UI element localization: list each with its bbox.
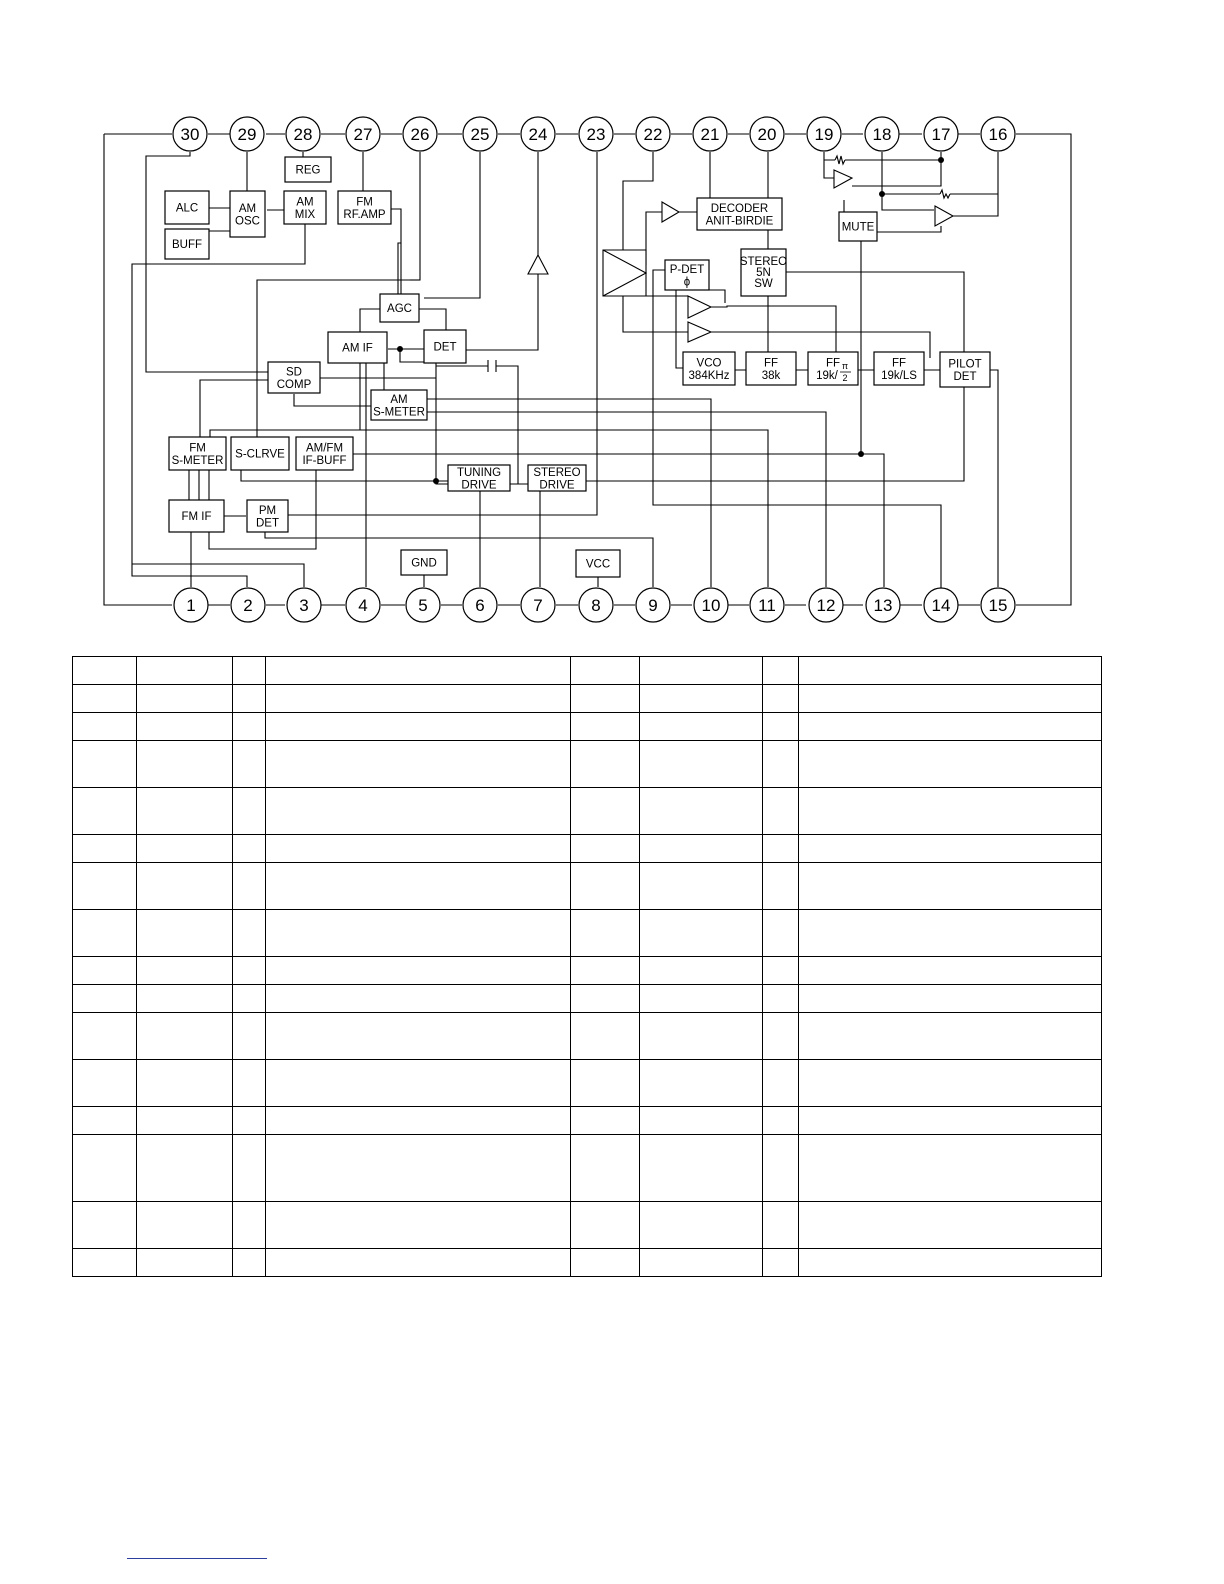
block-label: AM (390, 393, 408, 406)
block-sd-comp (268, 362, 320, 393)
block-label: PILOT (948, 358, 982, 371)
pin-25 (463, 117, 497, 151)
block-reg (285, 157, 331, 182)
svg-text:19: 19 (814, 125, 834, 144)
table-cell (763, 910, 799, 957)
table-cell (266, 910, 571, 957)
block-mute (839, 212, 877, 241)
table-cell (266, 863, 571, 910)
pin-16 (981, 117, 1015, 151)
svg-text:29: 29 (237, 125, 257, 144)
table-cell (799, 657, 1102, 685)
table-cell (233, 910, 266, 957)
table-cell (73, 835, 137, 863)
table-cell (137, 835, 233, 863)
pin-3 (287, 588, 321, 622)
table-cell (73, 713, 137, 741)
table-row (73, 788, 1102, 835)
table-cell (137, 741, 233, 788)
table-row (73, 1249, 1102, 1277)
table-cell (763, 835, 799, 863)
pin-14 (924, 588, 958, 622)
table-cell (640, 1107, 763, 1135)
table-cell (799, 685, 1102, 713)
block-pm-det (247, 500, 288, 532)
table-cell (73, 1202, 137, 1249)
table-cell (233, 835, 266, 863)
table-cell (233, 957, 266, 985)
table-cell (266, 1202, 571, 1249)
block-label: ANIT-BIRDIE (705, 215, 774, 228)
block-label: 19k/ (816, 369, 838, 382)
pin-30 (173, 117, 207, 151)
block-label: COMP (276, 378, 312, 391)
table-cell (266, 685, 571, 713)
table-row (73, 741, 1102, 788)
svg-text:25: 25 (470, 125, 490, 144)
table-cell (763, 657, 799, 685)
table-cell (73, 1060, 137, 1107)
table-cell (266, 1060, 571, 1107)
svg-text:23: 23 (586, 125, 606, 144)
block-label: S-METER (373, 406, 425, 419)
table-cell (233, 657, 266, 685)
pin-18 (865, 117, 899, 151)
pin-17 (924, 117, 958, 151)
pin-6 (463, 588, 497, 622)
table-cell (266, 957, 571, 985)
block-vco (683, 352, 735, 385)
table-cell (799, 1013, 1102, 1060)
table-cell (233, 713, 266, 741)
table-row (73, 657, 1102, 685)
block-gnd (401, 550, 447, 575)
block-label: ALC (175, 202, 199, 215)
svg-text:16: 16 (988, 125, 1008, 144)
block-label: BUFF (171, 239, 203, 252)
pin-5 (406, 588, 440, 622)
svg-text:2: 2 (243, 596, 253, 615)
svg-text:3: 3 (299, 596, 309, 615)
table-cell (73, 985, 137, 1013)
block-label: DET (433, 341, 457, 354)
table-cell (233, 788, 266, 835)
block-fm-s-meter (169, 437, 226, 470)
block-label: DET (256, 517, 279, 530)
table-cell (233, 1135, 266, 1202)
table-row (73, 1107, 1102, 1135)
block-label: DRIVE (461, 479, 497, 492)
table-cell (640, 863, 763, 910)
table-cell (799, 1202, 1102, 1249)
table-cell (799, 788, 1102, 835)
block-label: SW (754, 278, 773, 291)
pi-numerator: π (841, 361, 849, 371)
table-cell (799, 1060, 1102, 1107)
table-cell (640, 910, 763, 957)
table-cell (571, 1249, 640, 1277)
table-cell (571, 685, 640, 713)
table-cell (640, 1249, 763, 1277)
pin-20 (750, 117, 784, 151)
block-ff-38k (746, 352, 796, 385)
table-cell (137, 1107, 233, 1135)
block-diagram (0, 0, 1224, 650)
table-cell (73, 1107, 137, 1135)
table-cell (137, 863, 233, 910)
svg-text:18: 18 (872, 125, 892, 144)
table-cell (137, 910, 233, 957)
table-cell (233, 741, 266, 788)
block-label: DECODER (710, 202, 769, 215)
block-label: STEREO (739, 256, 788, 269)
table-cell (763, 1249, 799, 1277)
table-cell (640, 1060, 763, 1107)
block-label: AM (238, 202, 257, 215)
table-row (73, 1060, 1102, 1107)
block-p-det (665, 260, 709, 290)
table-cell (571, 863, 640, 910)
table-cell (73, 657, 137, 685)
table-row (73, 863, 1102, 910)
table-row (73, 1013, 1102, 1060)
block-alc (165, 191, 209, 224)
block-label: OSC (235, 215, 260, 228)
table-cell (763, 863, 799, 910)
block-label: AGC (387, 303, 412, 316)
svg-text:12: 12 (816, 596, 836, 615)
table-cell (763, 985, 799, 1013)
table-cell (73, 1135, 137, 1202)
block-label: 19k/LS (881, 369, 917, 382)
svg-text:17: 17 (931, 125, 951, 144)
table-row (73, 957, 1102, 985)
svg-text:4: 4 (358, 596, 368, 615)
pin-22 (636, 117, 670, 151)
table-cell (233, 1249, 266, 1277)
pin-26 (403, 117, 437, 151)
pin-15 (981, 588, 1015, 622)
table-cell (137, 1013, 233, 1060)
table-cell (799, 910, 1102, 957)
svg-text:10: 10 (701, 596, 721, 615)
block-am-osc (230, 191, 265, 237)
table-cell (571, 713, 640, 741)
pin-28 (286, 117, 320, 151)
table-cell (73, 1013, 137, 1060)
table-cell (571, 1202, 640, 1249)
svg-text:27: 27 (353, 125, 373, 144)
block-tuning-drive (448, 465, 510, 491)
table-cell (266, 1135, 571, 1202)
table-cell (571, 957, 640, 985)
table-cell (73, 910, 137, 957)
block-ff-19k-ls (874, 352, 924, 385)
block-label: IF-BUFF (302, 454, 347, 467)
table-cell (640, 1135, 763, 1202)
pin-2 (231, 588, 265, 622)
table-cell (73, 741, 137, 788)
table-cell (73, 957, 137, 985)
table-cell (266, 985, 571, 1013)
table-cell (233, 685, 266, 713)
block-label: PM (258, 504, 277, 517)
block-am-if (328, 332, 387, 363)
block-label: DRIVE (539, 479, 575, 492)
block-label: 5N (756, 267, 771, 280)
table-cell (266, 788, 571, 835)
svg-text:21: 21 (700, 125, 720, 144)
block-label: VCC (585, 558, 611, 571)
block-stereo-drive (528, 465, 586, 491)
table-cell (799, 957, 1102, 985)
table-row (73, 985, 1102, 1013)
block-agc (380, 294, 419, 322)
table-cell (571, 985, 640, 1013)
block-det (424, 330, 466, 363)
block-label: FF (891, 357, 907, 370)
table-cell (137, 685, 233, 713)
block-label: DET (953, 370, 977, 383)
table-cell (571, 741, 640, 788)
block-label: STEREO (533, 466, 581, 479)
block-label: 384KHz (688, 369, 730, 382)
table-cell (799, 741, 1102, 788)
block-label: FF (763, 357, 779, 370)
pin-19 (807, 117, 841, 151)
pin-12 (809, 588, 843, 622)
table-cell (73, 1249, 137, 1277)
table-cell (763, 1202, 799, 1249)
table-cell (266, 1013, 571, 1060)
block-ff-19k-pi2 (808, 352, 858, 385)
pin-27 (346, 117, 380, 151)
table-cell (640, 788, 763, 835)
svg-text:1: 1 (186, 596, 196, 615)
table-cell (571, 1135, 640, 1202)
svg-text:24: 24 (528, 125, 548, 144)
table-cell (763, 957, 799, 985)
block-label: AM (296, 196, 314, 209)
block-decoder (697, 198, 782, 230)
table-cell (799, 1135, 1102, 1202)
pin-4 (346, 588, 380, 622)
table-cell (137, 957, 233, 985)
table-cell (73, 863, 137, 910)
footer-rule (127, 1558, 267, 1559)
block-label: S-CLRVE (235, 448, 285, 461)
block-s-clrve (231, 437, 289, 470)
table-row (73, 910, 1102, 957)
table-cell (137, 985, 233, 1013)
table-cell (137, 1249, 233, 1277)
table-cell (571, 1060, 640, 1107)
table-cell (233, 1013, 266, 1060)
table-cell (571, 1107, 640, 1135)
table-cell (571, 788, 640, 835)
pin-29 (230, 117, 264, 151)
pin-7 (521, 588, 555, 622)
table-cell (571, 1013, 640, 1060)
table-cell (640, 741, 763, 788)
table-cell (640, 685, 763, 713)
block-label: MIX (294, 208, 316, 221)
block-am-s-meter (371, 390, 427, 420)
table-row (73, 1135, 1102, 1202)
svg-text:20: 20 (757, 125, 777, 144)
svg-text:15: 15 (988, 596, 1008, 615)
table-cell (799, 835, 1102, 863)
block-label: MUTE (841, 221, 875, 234)
block-am-fm-if-buff (296, 437, 353, 470)
table-cell (233, 985, 266, 1013)
svg-text:6: 6 (475, 596, 485, 615)
block-label: 38k (761, 369, 781, 382)
block-label: SD (286, 366, 302, 379)
block-stereo-sw (740, 249, 787, 296)
pin-21 (693, 117, 727, 151)
table-cell (799, 1249, 1102, 1277)
table-cell (763, 741, 799, 788)
table-cell (571, 657, 640, 685)
pin-9 (636, 588, 670, 622)
table-cell (640, 985, 763, 1013)
table-cell (233, 863, 266, 910)
table-cell (73, 685, 137, 713)
block-label: P-DET (669, 263, 705, 276)
svg-text:5: 5 (418, 596, 428, 615)
table-row (73, 835, 1102, 863)
block-vcc (576, 550, 620, 577)
table-cell (763, 788, 799, 835)
block-fm-rf-amp (338, 191, 391, 224)
pin-24 (521, 117, 555, 151)
svg-text:7: 7 (533, 596, 543, 615)
block-label: VCO (696, 357, 722, 370)
block-label: AM IF (342, 342, 373, 355)
table-cell (137, 657, 233, 685)
block-label: GND (411, 557, 437, 570)
block-label: AM/FM (305, 442, 344, 455)
block-am-mix (284, 191, 326, 224)
svg-text:26: 26 (410, 125, 430, 144)
table-cell (763, 713, 799, 741)
block-fm-if (169, 500, 224, 532)
svg-text:28: 28 (293, 125, 313, 144)
pin-23 (579, 117, 613, 151)
table-cell (640, 1202, 763, 1249)
block-label: REG (295, 164, 321, 177)
table-cell (640, 1013, 763, 1060)
table-cell (233, 1107, 266, 1135)
svg-text:9: 9 (648, 596, 658, 615)
table-cell (266, 1249, 571, 1277)
table-row (73, 685, 1102, 713)
block-label: TUNING (456, 466, 502, 479)
table-row (73, 1202, 1102, 1249)
block-label: FF (825, 357, 841, 370)
pin-13 (866, 588, 900, 622)
table-cell (571, 910, 640, 957)
table-cell (799, 863, 1102, 910)
table-cell (137, 713, 233, 741)
pin-10 (694, 588, 728, 622)
table-cell (233, 1060, 266, 1107)
svg-text:13: 13 (873, 596, 893, 615)
table-cell (763, 1107, 799, 1135)
table-cell (137, 1060, 233, 1107)
block-label: FM IF (181, 511, 212, 524)
svg-text:30: 30 (180, 125, 200, 144)
table-cell (266, 657, 571, 685)
table-cell (640, 713, 763, 741)
pin-8 (579, 588, 613, 622)
table-cell (799, 1107, 1102, 1135)
table-cell (266, 835, 571, 863)
block-label: FM (356, 196, 373, 209)
table-cell (763, 1060, 799, 1107)
svg-text:14: 14 (931, 596, 951, 615)
svg-text:11: 11 (758, 596, 776, 615)
table-cell (266, 1107, 571, 1135)
block-buff (165, 229, 209, 259)
table-cell (799, 713, 1102, 741)
table-row (73, 713, 1102, 741)
svg-text:8: 8 (591, 596, 601, 615)
table-cell (571, 835, 640, 863)
table-cell (763, 1013, 799, 1060)
pin-1 (174, 588, 208, 622)
table-cell (266, 713, 571, 741)
block-label: ϕ (683, 276, 691, 289)
block-label: S-METER (171, 454, 224, 467)
table-cell (763, 685, 799, 713)
svg-text:22: 22 (643, 125, 663, 144)
table-cell (266, 741, 571, 788)
table-cell (137, 788, 233, 835)
pin-11 (750, 588, 784, 622)
table-cell (640, 657, 763, 685)
table-cell (73, 788, 137, 835)
block-label: FM (189, 442, 206, 455)
table-cell (640, 957, 763, 985)
table-cell (137, 1135, 233, 1202)
block-pilot-det (940, 352, 990, 387)
table-cell (137, 1202, 233, 1249)
pin-description-table (72, 656, 1102, 1277)
pi-denominator: 2 (842, 373, 848, 383)
table-cell (799, 985, 1102, 1013)
table-cell (640, 835, 763, 863)
table-cell (763, 1135, 799, 1202)
block-label: RF.AMP (343, 208, 386, 221)
table-cell (233, 1202, 266, 1249)
